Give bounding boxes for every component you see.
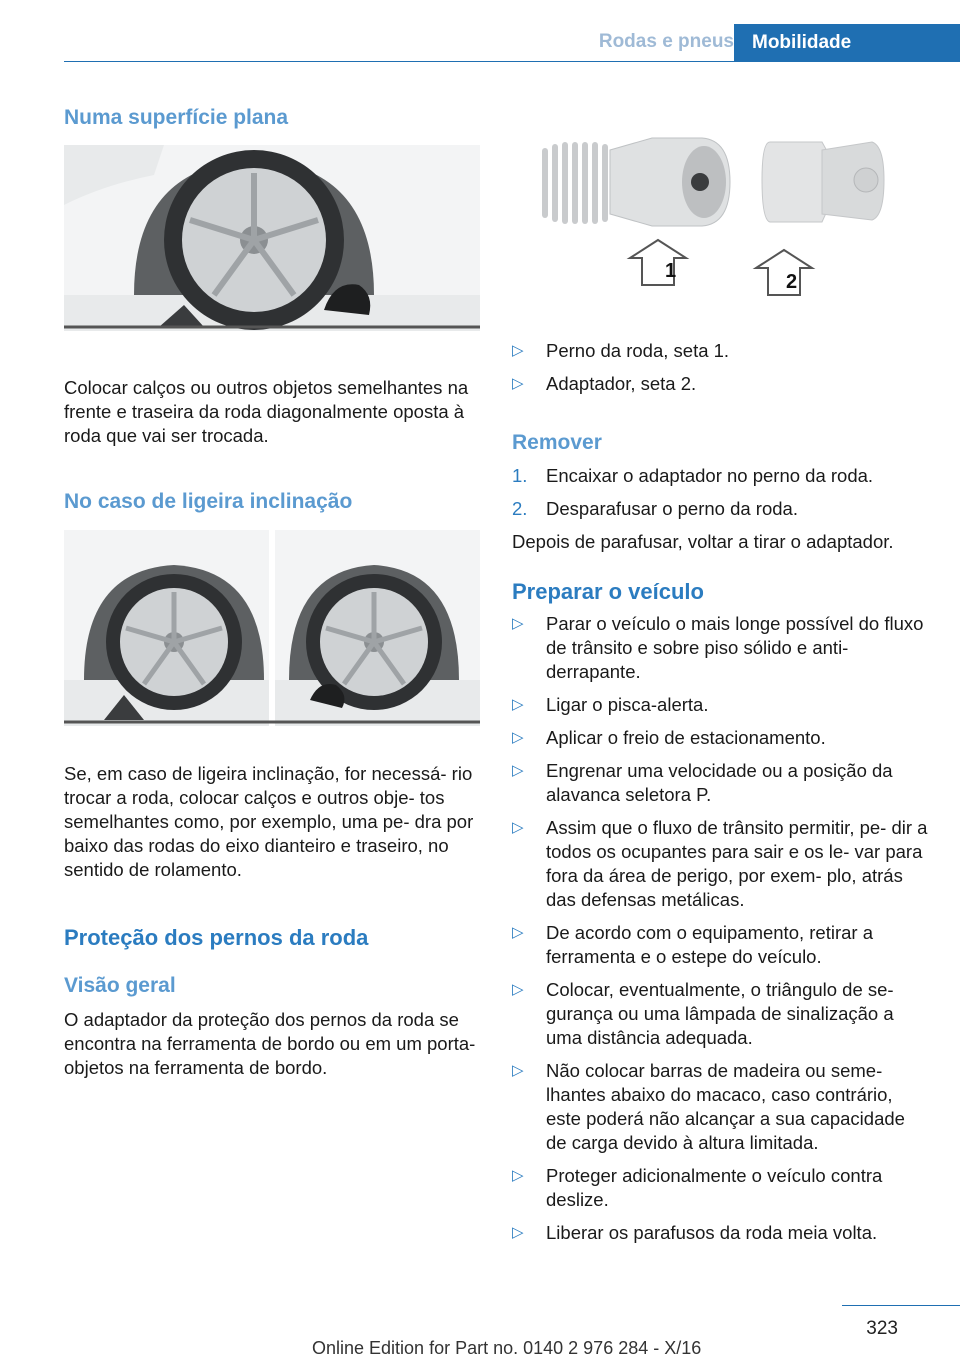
list-item: ▷ Aplicar o freio de estacionamento. xyxy=(512,727,826,748)
list-item: ▷ Não colocar barras de madeira ou seme‐ lhantes abaixo do macaco, caso contrário, este poderá não alcançar a sua capacidade de carga devido à altura limitada. xyxy=(512,1060,905,1153)
list-item: ▷ Ligar o pisca-alerta. xyxy=(512,694,709,715)
bullet-triangle-icon: ▷ xyxy=(512,1224,524,1241)
list-item: ▷ Engrenar uma velocidade ou a posição da alavanca seletora P. xyxy=(512,760,893,805)
list-item: ▷ Adaptador, seta 2. xyxy=(512,373,697,394)
bullet-triangle-icon: ▷ xyxy=(512,819,524,836)
figure-wheels-incline xyxy=(64,530,480,726)
list-item: ▷ Liberar os parafusos da roda meia volta. xyxy=(512,1222,878,1243)
heading-slight-incline: No caso de ligeira inclinação xyxy=(64,490,353,513)
list-bolt-parts xyxy=(512,339,932,405)
subheading-overview: Visão geral xyxy=(64,974,176,997)
list-prepare-vehicle xyxy=(512,612,928,1254)
footer-rule xyxy=(842,1305,960,1306)
bullet-triangle-icon: ▷ xyxy=(512,729,524,746)
header-rule xyxy=(64,61,960,62)
bullet-triangle-icon: ▷ xyxy=(512,696,524,713)
bullet-triangle-icon: ▷ xyxy=(512,981,524,998)
bullet-triangle-icon: ▷ xyxy=(512,762,524,779)
list-item: ▷ Colocar, eventualmente, o triângulo de se‐ gurança ou uma lâmpada de sinalização a uma distância adequada. xyxy=(512,979,894,1048)
list-item: ▷ De acordo com o equipamento, retirar a ferramenta e o estepe do veículo. xyxy=(512,922,874,967)
heading-bolt-protection: Proteção dos pernos da roda xyxy=(64,925,369,950)
list-remove-steps xyxy=(512,464,932,530)
paragraph-remove-note: Depois de parafusar, voltar a tirar o adaptador. xyxy=(512,531,894,552)
bullet-triangle-icon: ▷ xyxy=(512,375,524,392)
bullet-triangle-icon: ▷ xyxy=(512,342,524,359)
page-number: 323 xyxy=(866,1318,898,1339)
header-section-label: Rodas e pneus xyxy=(598,31,734,52)
paragraph-flat-surface: Colocar calços ou outros objetos semelhantes na frente e traseira da roda diagonalmente oposta à roda que vai ser trocada. xyxy=(64,377,469,446)
bullet-triangle-icon: ▷ xyxy=(512,1167,524,1184)
figure-wheel-flat xyxy=(64,145,480,331)
figure-label-2: 2 xyxy=(786,271,798,293)
bullet-triangle-icon: ▷ xyxy=(512,615,524,632)
heading-prepare-vehicle: Preparar o veículo xyxy=(512,579,704,604)
edition-note: Online Edition for Part no. 0140 2 976 284 - X/16 xyxy=(312,1338,702,1358)
heading-flat-surface: Numa superfície plana xyxy=(64,106,289,129)
bullet-triangle-icon: ▷ xyxy=(512,924,524,941)
list-item: ▷ Assim que o fluxo de trânsito permitir, pe‐ dir a todos os ocupantes para sair e os le‐ var para fora da área de perigo, por exem‐ plo, atrás das defensas metálicas. xyxy=(512,817,928,910)
paragraph-slight-incline: Se, em caso de ligeira inclinação, for necessá‐ rio trocar a roda, colocar calços e outros obje‐ tos semelhantes como, por exemplo, uma pe‐ dra por baixo das rodas do eixo dianteiro e traseiro, no sentido de rolamento. xyxy=(64,763,474,880)
header-chapter-tab: Mobilidade xyxy=(734,24,960,61)
heading-remove: Remover xyxy=(512,431,602,454)
paragraph-overview: O adaptador da proteção dos pernos da roda se encontra na ferramenta de bordo ou em um porta-objetos na ferramenta de bordo. xyxy=(64,1009,476,1078)
list-item: ▷ Perno da roda, seta 1. xyxy=(512,340,730,361)
figure-bolt-adapter xyxy=(512,130,928,305)
list-item: 2. Desparafusar o perno da roda. xyxy=(512,498,798,519)
figure-label-1: 1 xyxy=(665,260,677,282)
list-item: 1. Encaixar o adaptador no perno da roda. xyxy=(512,465,874,486)
list-item: ▷ Proteger adicionalmente o veículo contra deslize. xyxy=(512,1165,883,1210)
bullet-triangle-icon: ▷ xyxy=(512,1062,524,1079)
list-item: ▷ Parar o veículo o mais longe possível do fluxo de trânsito e sobre piso sólido e anti‐ derrapante. xyxy=(512,613,924,682)
